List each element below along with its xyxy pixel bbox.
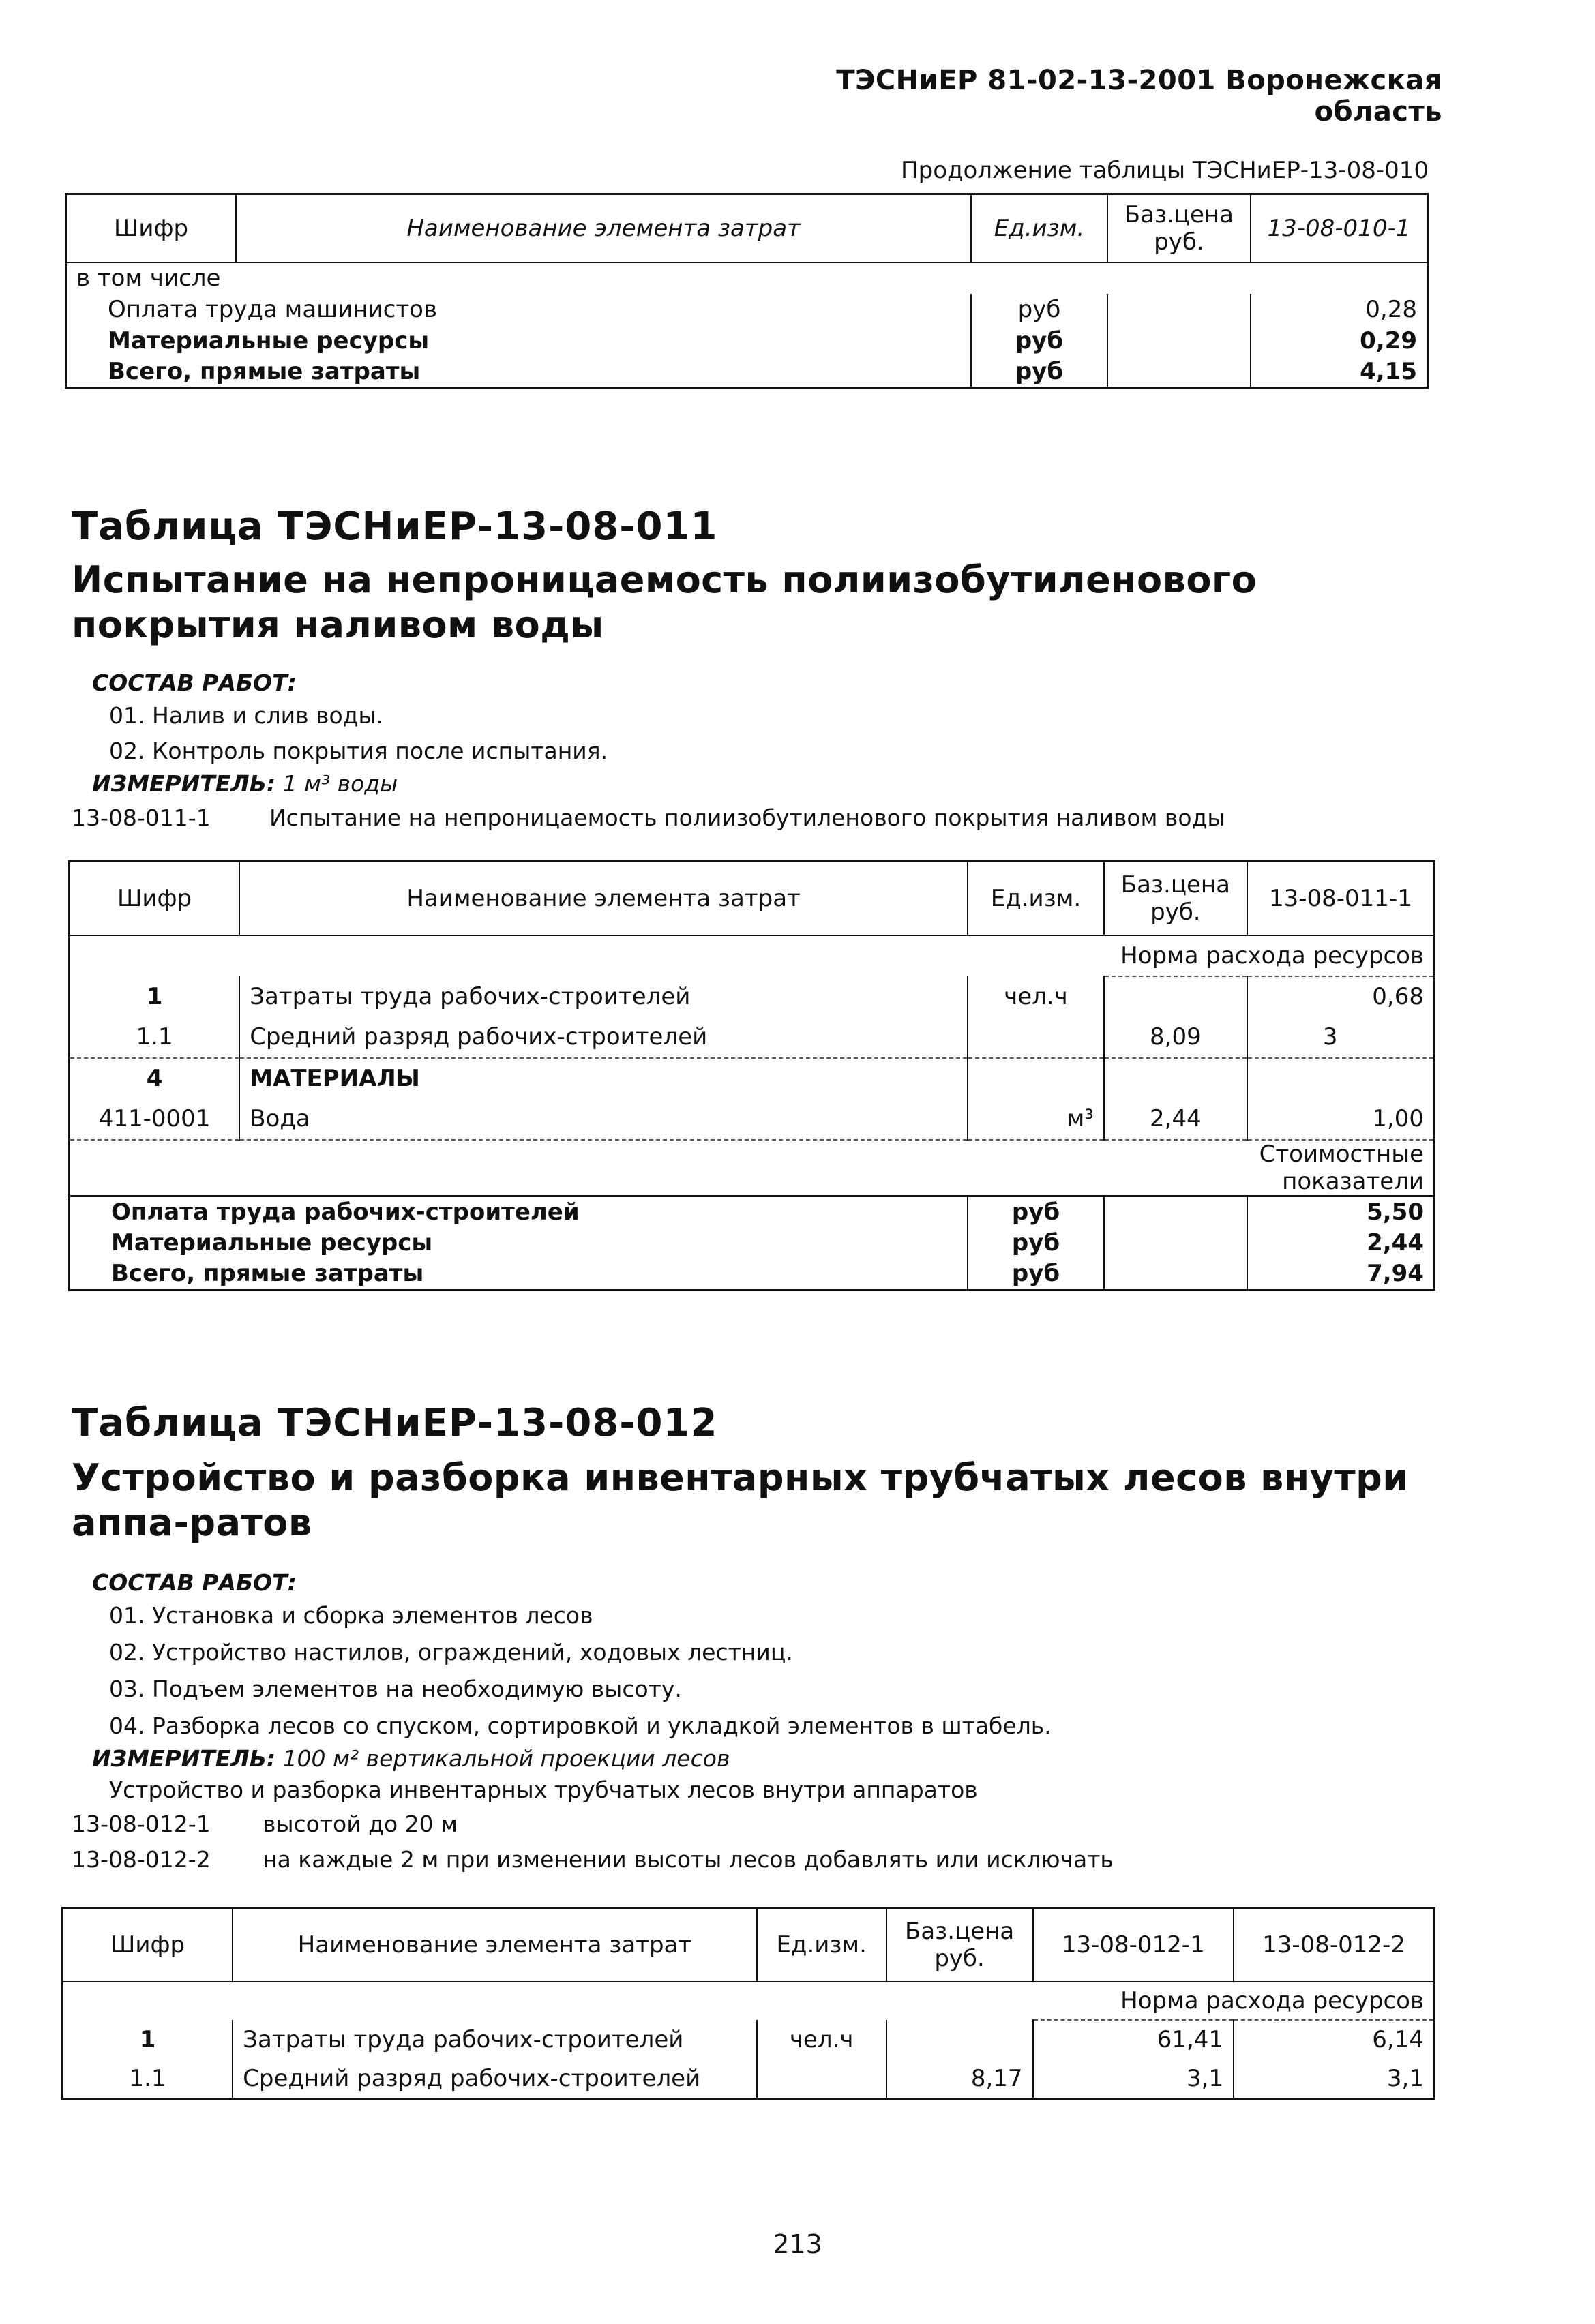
col-header-name: Наименование элемента затрат [239, 862, 968, 935]
code-line [72, 804, 1225, 831]
cost-header: Стоимостные показатели [1104, 1140, 1435, 1196]
row-name: МАТЕРИАЛЫ [239, 1058, 968, 1099]
row-value: 0,29 [1251, 325, 1428, 357]
table-row [70, 976, 1435, 1017]
work-item: 02. Контроль покрытия после испытания. [109, 738, 608, 764]
row-value: 1,00 [1247, 1099, 1435, 1140]
sostav-label: СОСТАВ РАБОТ: [92, 669, 297, 696]
col-header-name: Наименование элемента затрат [236, 194, 971, 262]
col-header-code: Шифр [70, 862, 240, 935]
row-price: 2,44 [1104, 1099, 1247, 1140]
table-row [70, 1196, 1435, 1227]
izmeritel [92, 1745, 730, 1772]
code-line [72, 1811, 458, 1837]
table-011-title: Таблица ТЭСНиЕР-13-08-011 [72, 504, 718, 549]
col-header-unit: Ед.изм. [968, 862, 1104, 935]
work-item: 04. Разборка лесов со спуском, сортировкой и укладкой элементов в штабель. [109, 1712, 1052, 1739]
row-value: 0,28 [1251, 294, 1428, 325]
col-header-name: Наименование элемента затрат [233, 1908, 757, 1982]
row-value: 4,15 [1251, 357, 1428, 388]
izmeritel [92, 770, 398, 797]
continuation-note: Продолжение таблицы ТЭСНиЕР-13-08-010 [901, 157, 1429, 184]
col-header-code: Шифр [66, 194, 237, 262]
row-price: 8,09 [1104, 1017, 1247, 1058]
col-header-code-value: 13-08-011-1 [1247, 862, 1435, 935]
table-012-title: Таблица ТЭСНиЕР-13-08-012 [72, 1401, 718, 1445]
row-name: Оплата труда машинистов [108, 295, 438, 323]
work-item: 03. Подъем элементов на необходимую высоту. [109, 1676, 682, 1702]
work-item: 01. Налив и слив воды. [109, 702, 384, 729]
row-price [886, 2020, 1033, 2059]
row-name: Средний разряд рабочих-строителей [233, 2059, 757, 2099]
row-price: 8,17 [886, 2059, 1033, 2099]
table-row [63, 2020, 1435, 2059]
row-code: 1.1 [129, 2064, 166, 2092]
row-code: 1 [139, 2025, 156, 2053]
row-name: Средний разряд рабочих-строителей [239, 1017, 968, 1058]
row-value: 3 [1247, 1017, 1435, 1058]
row-unit: м³ [968, 1099, 1104, 1140]
row-value: 2,44 [1247, 1227, 1435, 1258]
col-header-price: Баз.цена руб. [1104, 862, 1247, 935]
col-header-code-value-1: 13-08-012-1 [1033, 1908, 1234, 1982]
code: 13-08-011-1 [72, 804, 211, 831]
page-number: 213 [773, 2229, 822, 2259]
row-unit: чел.ч [757, 2020, 886, 2059]
table-012 [61, 1907, 1435, 2100]
row-value-2: 3,1 [1234, 2059, 1434, 2099]
col-header-code-value: 13-08-010-1 [1251, 194, 1428, 262]
row-value: 7,94 [1247, 1258, 1435, 1290]
row-name: Оплата труда рабочих-строителей [70, 1196, 968, 1227]
table-row [70, 1017, 1435, 1058]
work-item: 01. Установка и сборка элементов лесов [109, 1602, 593, 1629]
row-unit: руб [968, 1227, 1104, 1258]
row-unit: руб [971, 325, 1107, 357]
page-header-title: ТЭСНиЕР 81-02-13-2001 Воронежская область [836, 65, 1442, 127]
table-row [66, 357, 1428, 388]
code-text: на каждые 2 м при изменении высоты лесов добавлять или исключать [263, 1846, 1114, 1873]
row-value-2: 6,14 [1234, 2020, 1434, 2059]
norm-header: Норма расхода ресурсов [1104, 935, 1435, 976]
col-header-price: Баз.цена руб. [886, 1908, 1033, 1982]
row-unit [757, 2059, 886, 2099]
code: 13-08-012-2 [72, 1846, 211, 1873]
izmeritel-value: 100 м² вертикальной проекции лесов [282, 1745, 730, 1772]
code-line [72, 1846, 1114, 1873]
codes-intro: Устройство и разборка инвентарных трубчатых лесов внутри аппаратов [109, 1777, 978, 1803]
row-name: Всего, прямые затраты [111, 1260, 424, 1288]
row-unit: руб [968, 1196, 1104, 1227]
row-code: 1 [146, 982, 163, 1010]
table-row [70, 1058, 1435, 1099]
row-unit [968, 1017, 1104, 1058]
code: 13-08-012-1 [72, 1811, 211, 1837]
table-011 [68, 860, 1435, 1291]
table-012-subtitle: Устройство и разборка инвентарных трубчатых лесов внутри аппа-ратов [72, 1456, 1409, 1544]
sostav-label: СОСТАВ РАБОТ: [92, 1569, 297, 1596]
table-row [63, 2059, 1435, 2099]
row-value [1247, 1058, 1435, 1099]
row-code: 411-0001 [98, 1105, 211, 1132]
row-code: 1.1 [136, 1023, 173, 1051]
work-item: 02. Устройство настилов, ограждений, ходовых лестниц. [109, 1639, 793, 1665]
row-name: Материальные ресурсы [111, 1229, 433, 1256]
col-header-price: Баз.цена руб. [1107, 194, 1251, 262]
row-unit: руб [971, 357, 1107, 388]
row-name: Всего, прямые затраты [108, 357, 421, 385]
code-text: высотой до 20 м [263, 1811, 458, 1837]
row-value: 0,68 [1247, 976, 1435, 1017]
table-prev [65, 193, 1429, 389]
row-unit [968, 1058, 1104, 1099]
row-price [1104, 1058, 1247, 1099]
row-name: Затраты труда рабочих-строителей [239, 976, 968, 1017]
norm-header: Норма расхода ресурсов [1033, 1982, 1435, 2020]
col-header-unit: Ед.изм. [757, 1908, 886, 1982]
section-label: в том числе [76, 265, 221, 292]
row-name: Материальные ресурсы [108, 327, 430, 354]
col-header-code-value-2: 13-08-012-2 [1234, 1908, 1434, 1982]
row-unit: чел.ч [968, 976, 1104, 1017]
row-code: 4 [70, 1058, 240, 1099]
row-unit: руб [968, 1258, 1104, 1290]
row-value-1: 3,1 [1033, 2059, 1234, 2099]
row-value: 5,50 [1247, 1196, 1435, 1227]
row-unit: руб [971, 294, 1107, 325]
row-name: Вода [239, 1099, 968, 1140]
table-row [66, 325, 1428, 357]
code-text: Испытание на непроницаемость полиизобутиленового покрытия наливом воды [269, 804, 1225, 831]
izmeritel-label: ИЗМЕРИТЕЛЬ: [92, 770, 276, 797]
row-value-1: 61,41 [1033, 2020, 1234, 2059]
row-price [1104, 976, 1247, 1017]
col-header-unit: Ед.изм. [971, 194, 1107, 262]
col-header-code: Шифр [63, 1908, 233, 1982]
izmeritel-label: ИЗМЕРИТЕЛЬ: [92, 1745, 276, 1772]
table-011-subtitle: Испытание на непроницаемость полиизобутиленового покрытия наливом воды [72, 558, 1257, 646]
table-row [70, 1258, 1435, 1290]
izmeritel-value: 1 м³ воды [282, 770, 398, 797]
row-name: Затраты труда рабочих-строителей [233, 2020, 757, 2059]
table-row [70, 1099, 1435, 1140]
table-row [66, 294, 1428, 325]
table-row [70, 1227, 1435, 1258]
